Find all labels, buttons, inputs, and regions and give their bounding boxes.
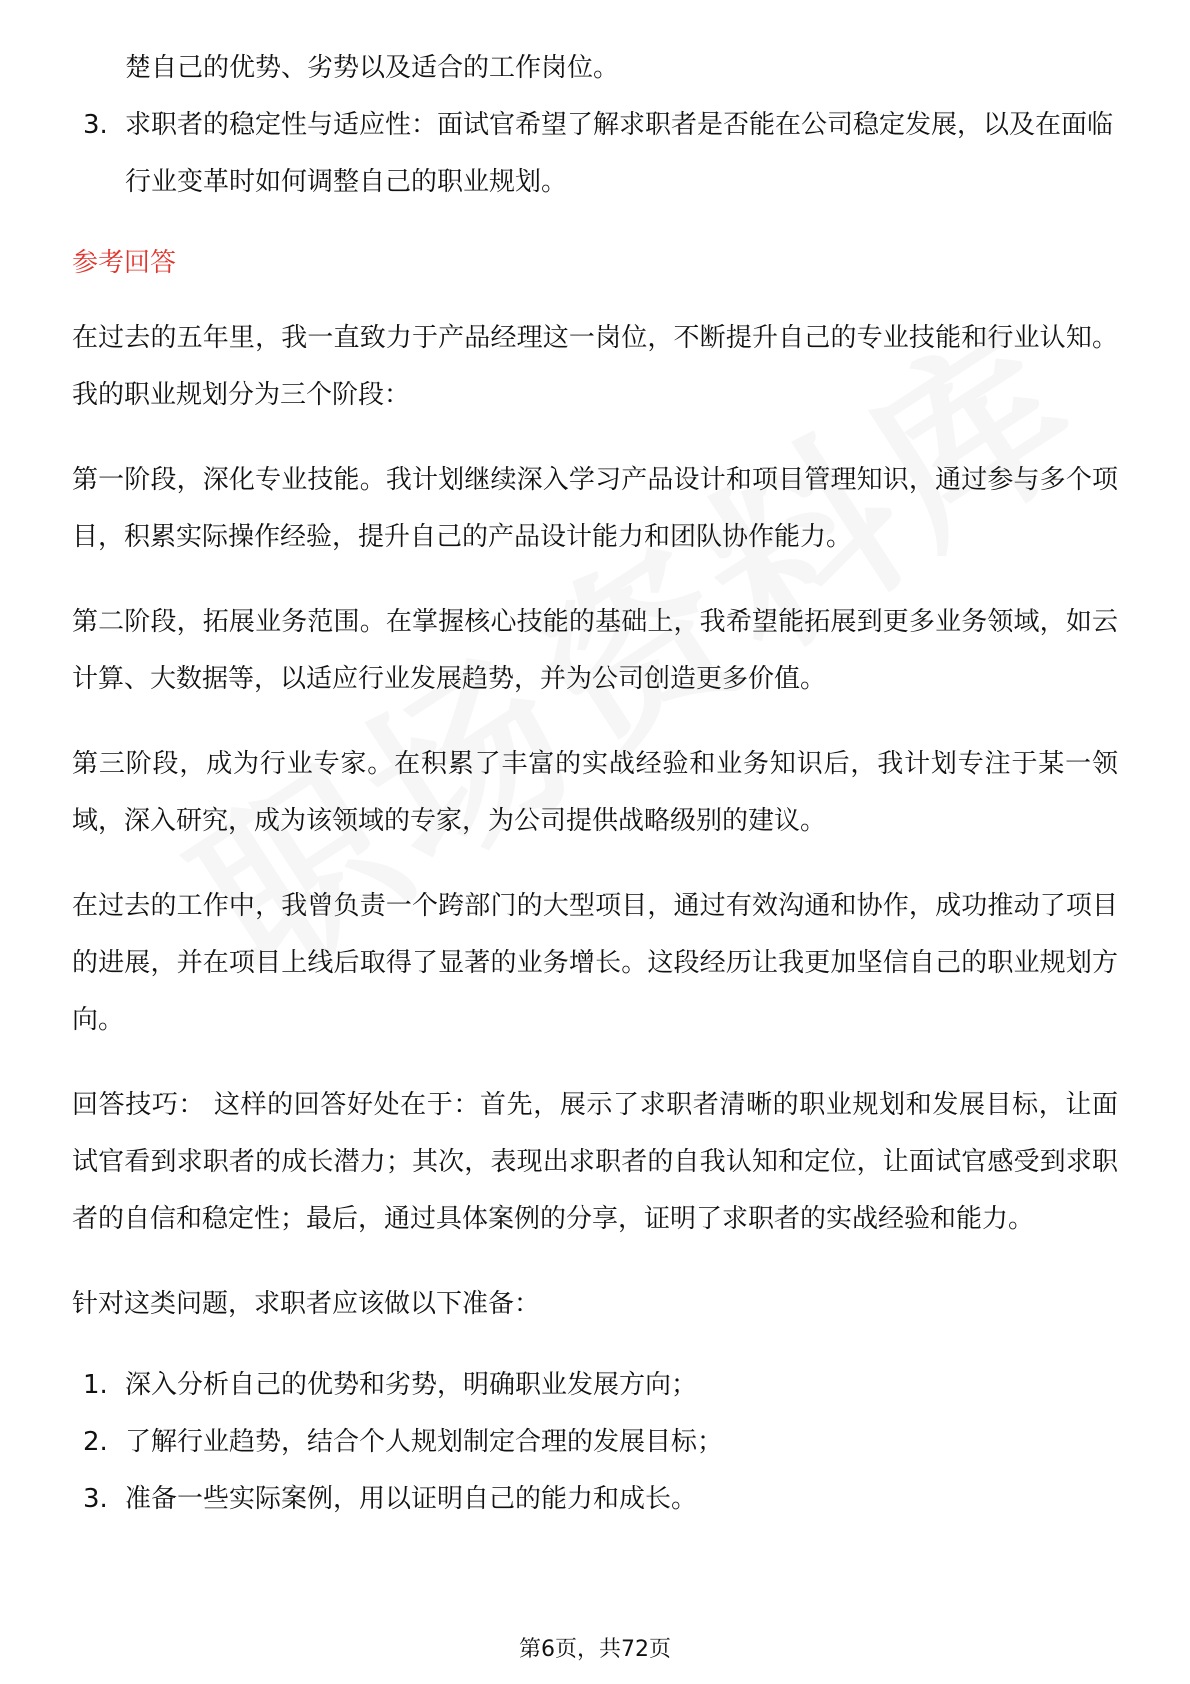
prep-list	[72, 1357, 1118, 1528]
list-item-number: 3.	[83, 110, 108, 140]
paragraph: 第二阶段，拓展业务范围。在掌握核心技能的基础上，我希望能拓展到更多业务领域，如云计算、大数据等，以适应行业发展趋势，并为公司创造更多价值。	[72, 607, 1118, 694]
page-number-footer: 第6页，共72页	[519, 1637, 671, 1662]
paragraph: 针对这类问题，求职者应该做以下准备：	[72, 1289, 541, 1319]
list-item	[72, 40, 1118, 97]
list-item	[72, 1414, 1118, 1471]
list-item-text: 深入分析自己的优势和劣势，明确职业发展方向；	[125, 1370, 698, 1400]
list-item	[72, 1471, 1118, 1528]
paragraph: 回答技巧： 这样的回答好处在于：首先，展示了求职者清晰的职业规划和发展目标，让面试官看到求职者的成长潜力；其次，表现出求职者的自我认知和定位，让面试官感受到求职者的自信和稳定性；最后，通过具体案例的分享，证明了求职者的实战经验和能力。	[72, 1090, 1118, 1234]
list-item-text: 准备一些实际案例，用以证明自己的能力和成长。	[125, 1484, 698, 1514]
paragraph: 第三阶段，成为行业专家。在积累了丰富的实战经验和业务知识后，我计划专注于某一领域，深入研究，成为该领域的专家，为公司提供战略级别的建议。	[72, 749, 1118, 836]
list-item	[72, 97, 1118, 211]
list-item-text: 求职者的稳定性与适应性：面试官希望了解求职者是否能在公司稳定发展，以及在面临行业变革时如何调整自己的职业规划。	[125, 110, 1114, 197]
list-item-number: 2.	[83, 1427, 108, 1457]
list-item-number: 3.	[83, 1484, 108, 1514]
paragraph: 在过去的工作中，我曾负责一个跨部门的大型项目，通过有效沟通和协作，成功推动了项目的进展，并在项目上线后取得了显著的业务增长。这段经历让我更加坚信自己的职业规划方向。	[72, 891, 1118, 1035]
list-item-text: 楚自己的优势、劣势以及适合的工作岗位。	[125, 53, 620, 83]
top-list	[72, 40, 1118, 211]
page-content	[72, 40, 1118, 1528]
paragraph: 第一阶段，深化专业技能。我计划继续深入学习产品设计和项目管理知识，通过参与多个项目，积累实际操作经验，提升自己的产品设计能力和团队协作能力。	[72, 465, 1118, 552]
list-item-number: 1.	[83, 1370, 108, 1400]
list-item-text: 了解行业趋势，结合个人规划制定合理的发展目标；	[125, 1427, 724, 1457]
paragraph: 在过去的五年里，我一直致力于产品经理这一岗位，不断提升自己的专业技能和行业认知。我的职业规划分为三个阶段：	[72, 323, 1118, 410]
list-item	[72, 1357, 1118, 1414]
section-heading: 参考回答	[72, 248, 177, 278]
